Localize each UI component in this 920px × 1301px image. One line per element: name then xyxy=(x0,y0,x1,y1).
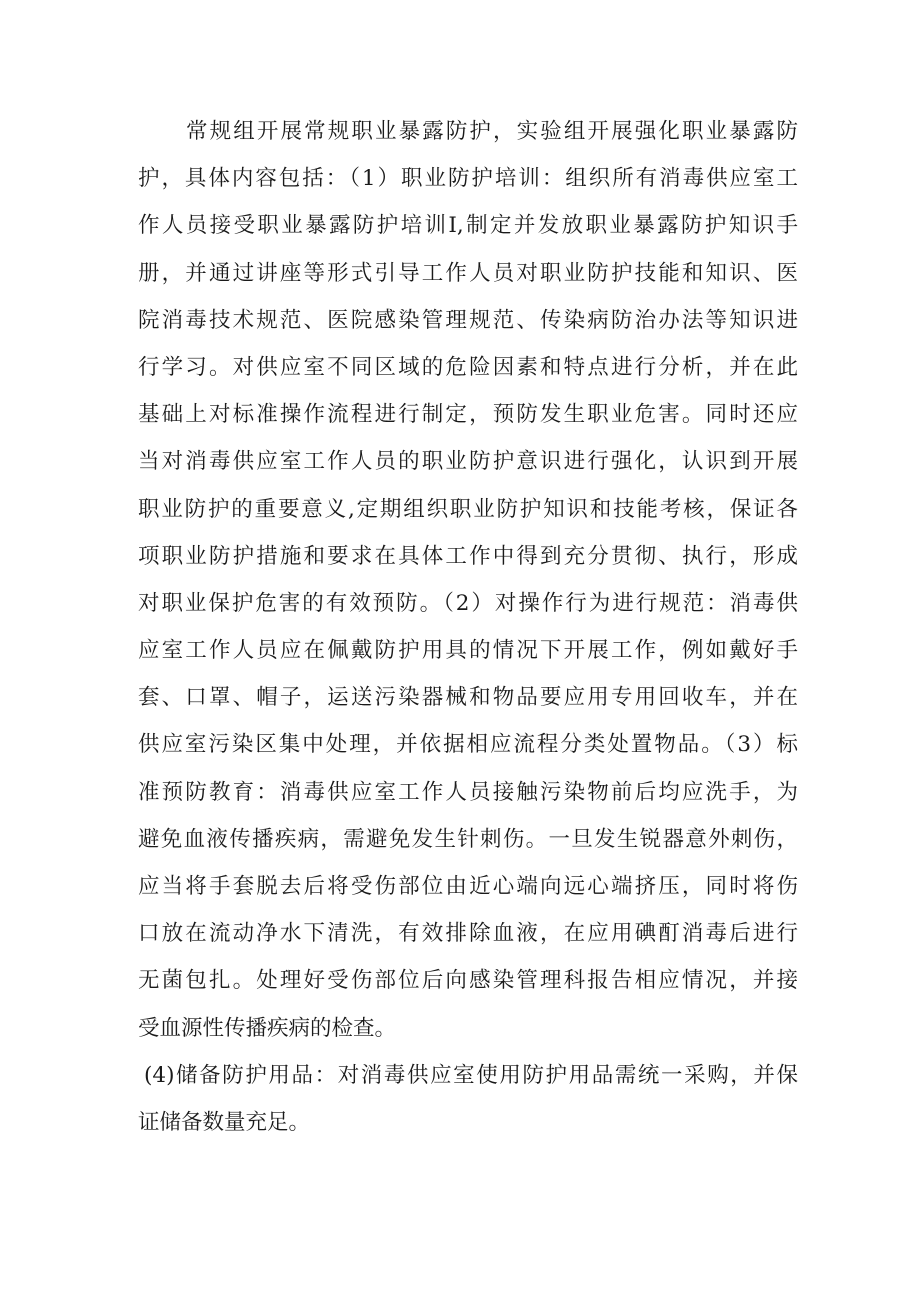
text-line: (4)储备防护用品：对消毒供应室使用防护用品需统一采购，并保 xyxy=(144,1062,798,1088)
text-line: 受血源性传播疾病的检查。 xyxy=(138,1015,397,1041)
text-line: 当对消毒供应室工作人员的职业防护意识进行强化，认识到开展 xyxy=(138,449,798,475)
text-line: 应室工作人员应在佩戴防护用具的情况下开展工作，例如戴好手 xyxy=(138,638,798,664)
text-line: 避免血液传播疾病，需避免发生针刺伤。一旦发生锐器意外刺伤， xyxy=(138,826,798,852)
text-line: 项职业防护措施和要求在具体工作中得到充分贯彻、执行，形成 xyxy=(138,543,798,569)
text-line: 作人员接受职业暴露防护培训I,制定并发放职业暴露防护知识手 xyxy=(138,213,798,239)
text-line: 册，并通过讲座等形式引导工作人员对职业防护技能和知识、医 xyxy=(138,260,798,286)
text-line: 行学习。对供应室不同区域的危险因素和特点进行分析，并在此 xyxy=(138,354,798,380)
text-line: 护，具体内容包括：（1）职业防护培训：组织所有消毒供应室工 xyxy=(138,166,798,192)
text-line: 院消毒技术规范、医院感染管理规范、传染病防治办法等知识进 xyxy=(138,307,798,333)
text-line: 基础上对标准操作流程进行制定，预防发生职业危害。同时还应 xyxy=(138,402,798,428)
text-line: 常规组开展常规职业暴露防护，实验组开展强化职业暴露防 xyxy=(186,119,798,144)
text-line: 无菌包扎。处理好受伤部位后向感染管理科报告相应情况，并接 xyxy=(138,968,798,994)
text-line: 应当将手套脱去后将受伤部位由近心端向远心端挤压，同时将伤 xyxy=(138,874,798,899)
body-text xyxy=(138,108,798,1146)
text-line: 套、口罩、帽子，运送污染器械和物品要应用专用回收车，并在 xyxy=(138,685,798,711)
text-line: 供应室污染区集中处理，并依据相应流程分类处置物品。（3）标 xyxy=(138,732,798,758)
text-line: 证储备数量充足。 xyxy=(138,1109,311,1135)
text-line: 职业防护的重要意义,定期组织职业防护知识和技能考核，保证各 xyxy=(138,496,798,522)
text-line: 口放在流动净水下清洗，有效排除血液，在应用碘酊消毒后进行 xyxy=(138,921,798,947)
text-line: 准预防教育：消毒供应室工作人员接触污染物前后均应洗手，为 xyxy=(138,779,798,805)
text-line: 对职业保护危害的有效预防。（2）对操作行为进行规范：消毒供 xyxy=(138,590,798,616)
